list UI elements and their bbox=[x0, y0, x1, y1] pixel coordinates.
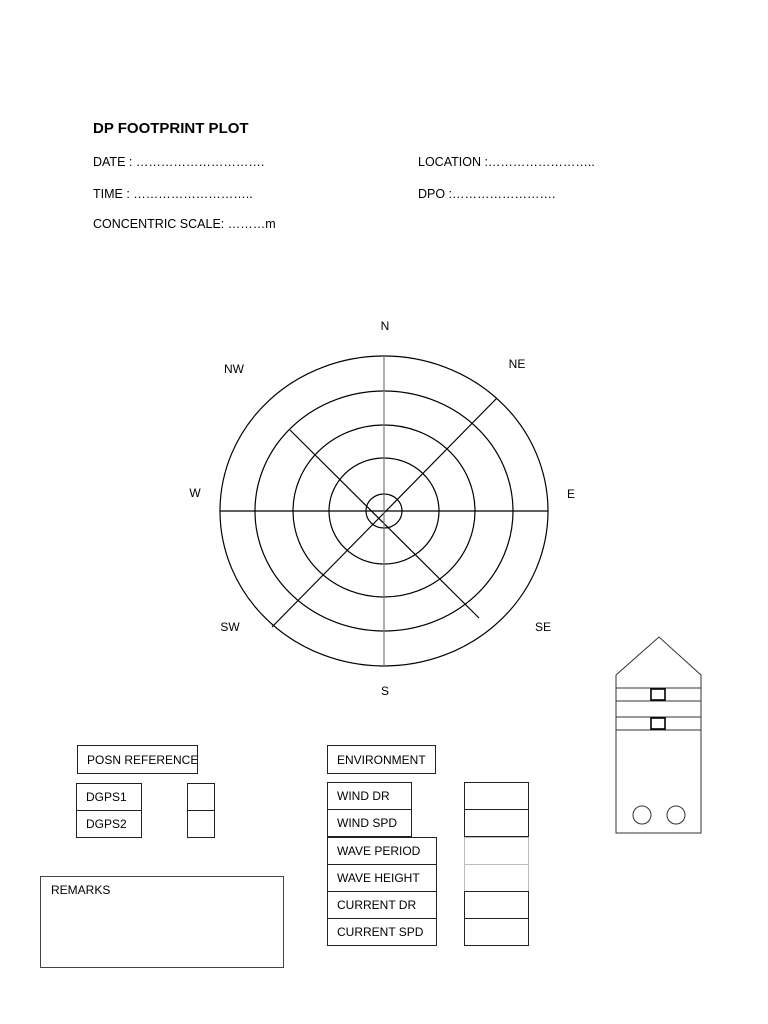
page-title: DP FOOTPRINT PLOT bbox=[93, 120, 249, 137]
concentric-scale-field: CONCENTRIC SCALE: ………m bbox=[93, 217, 276, 231]
wind-spd-value-cell[interactable] bbox=[464, 809, 529, 837]
vessel-marker-1 bbox=[651, 689, 665, 700]
compass-label-w: W bbox=[189, 486, 201, 500]
vessel-thruster-left bbox=[633, 806, 651, 824]
wave-height-label: WAVE HEIGHT bbox=[327, 864, 437, 892]
compass-label-s: S bbox=[380, 684, 390, 698]
dgps2-status-cell[interactable] bbox=[187, 810, 215, 838]
dgps1-status-cell[interactable] bbox=[187, 783, 215, 811]
remarks-label: REMARKS bbox=[51, 883, 111, 897]
dpo-field: DPO :……………………. bbox=[418, 187, 556, 201]
posn-reference-heading: POSN REFERENCE bbox=[77, 745, 198, 774]
dgps2-label: DGPS2 bbox=[76, 810, 142, 838]
time-field: TIME : ……………………….. bbox=[93, 187, 253, 201]
compass-label-n: N bbox=[380, 319, 390, 333]
wind-spd-label: WIND SPD bbox=[327, 809, 412, 837]
compass-label-sw: SW bbox=[220, 620, 240, 634]
vessel-thruster-right bbox=[667, 806, 685, 824]
compass-label-se: SE bbox=[534, 620, 552, 634]
wind-dr-value-cell[interactable] bbox=[464, 782, 529, 810]
wave-height-value-cell[interactable] bbox=[464, 864, 529, 892]
vessel-marker-2 bbox=[651, 718, 665, 729]
vessel-outline bbox=[616, 637, 701, 833]
environment-heading: ENVIRONMENT bbox=[327, 745, 436, 774]
wind-dr-label: WIND DR bbox=[327, 782, 412, 810]
date-field: DATE : …………………………. bbox=[93, 155, 265, 169]
compass-label-ne: NE bbox=[508, 357, 526, 371]
current-spd-value-cell[interactable] bbox=[464, 918, 529, 946]
location-field: LOCATION :…………………….. bbox=[418, 155, 595, 169]
wave-period-label: WAVE PERIOD bbox=[327, 837, 437, 865]
remarks-box[interactable] bbox=[40, 876, 284, 968]
current-spd-label: CURRENT SPD bbox=[327, 918, 437, 946]
compass-label-e: E bbox=[566, 487, 576, 501]
current-dr-value-cell[interactable] bbox=[464, 891, 529, 919]
dgps1-label: DGPS1 bbox=[76, 783, 142, 811]
wave-period-value-cell[interactable] bbox=[464, 837, 529, 865]
current-dr-label: CURRENT DR bbox=[327, 891, 437, 919]
compass-label-nw: NW bbox=[224, 362, 244, 376]
